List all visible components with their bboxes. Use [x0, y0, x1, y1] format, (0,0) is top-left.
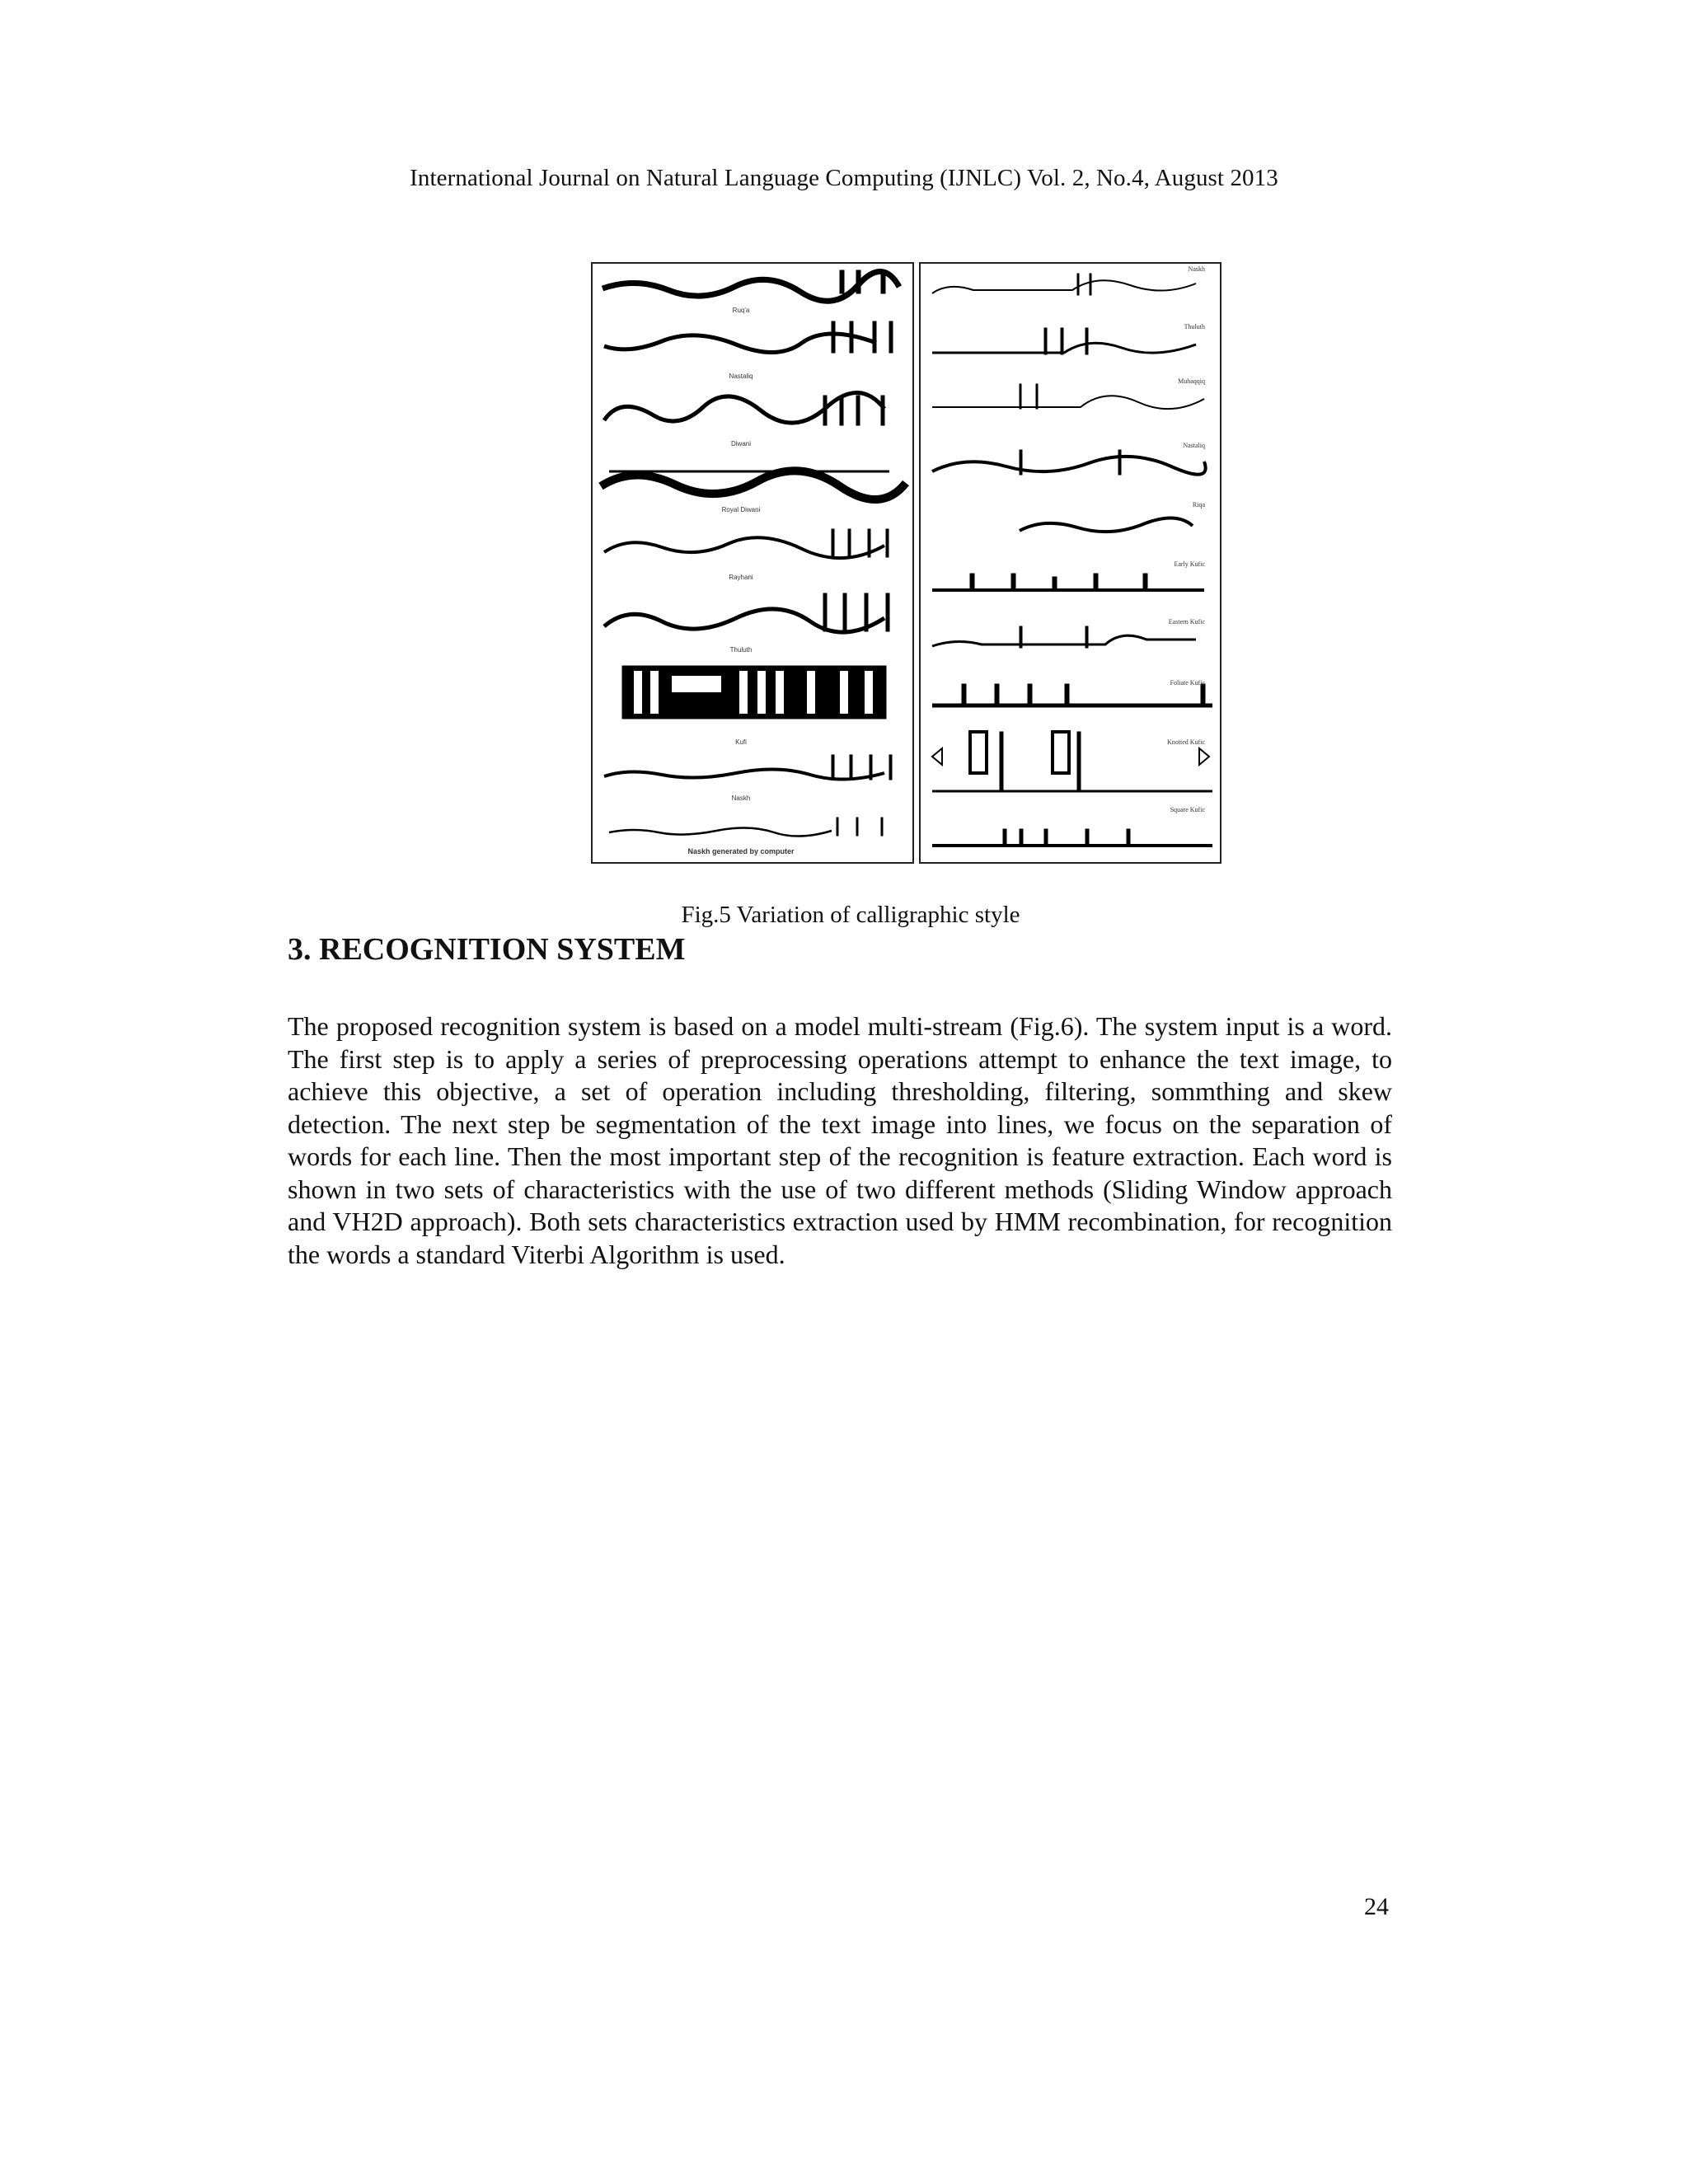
style-label-nastaliq: Nastaliq	[729, 373, 753, 380]
style-label-r-early-kufic: Early Kufic	[1174, 560, 1205, 568]
figure-panel-right	[919, 262, 1221, 864]
figure-panel-left	[591, 262, 914, 864]
style-label-diwani: Diwani	[730, 440, 752, 448]
style-label-r-knotted-kufic: Knotted Kufic	[1167, 738, 1205, 746]
section-heading	[288, 931, 686, 968]
calligraphy-samples-left	[593, 264, 912, 862]
page-number: 24	[1364, 1893, 1389, 1920]
figure-calligraphic-styles	[591, 262, 1223, 867]
figure-caption: Fig.5 Variation of calligraphic style	[681, 902, 1020, 928]
style-label-r-nastaliq: Nastaliq	[1183, 442, 1205, 449]
style-label-r-thuluth: Thuluth	[1184, 323, 1205, 330]
style-label-naskh: Naskh	[731, 794, 751, 802]
style-label-r-eastern-kufic: Eastern Kufic	[1168, 618, 1205, 626]
section-title-rest: ECOGNITION SYSTEM	[341, 932, 686, 967]
style-label-r-square-kufic: Square Kufic	[1170, 806, 1205, 813]
style-label-r-foliate-kufic: Foliate Kufic	[1170, 679, 1205, 687]
style-label-kufi: Kufi	[735, 738, 747, 746]
style-label-r-muhaqqiq: Muhaqqiq	[1178, 377, 1205, 385]
section-number: 3.	[288, 932, 312, 967]
style-label-thuluth: Thuluth	[729, 646, 753, 654]
style-label-royal-diwani: Royal Diwani	[721, 506, 761, 513]
section-title-initial: R	[319, 932, 342, 967]
style-label-rayhani: Rayhani	[729, 574, 753, 581]
style-label-naskh-computer: Naskh generated by computer	[687, 847, 795, 855]
style-label-r-naskh: Naskh	[1188, 265, 1205, 273]
running-header: International Journal on Natural Language Computing (IJNLC) Vol. 2, No.4, August 2013	[410, 165, 1278, 191]
style-label-ruqa: Ruq'a	[732, 307, 750, 314]
body-paragraph: The proposed recognition system is based on a model multi-stream (Fig.6). The system input is a word. The first step is to apply a series of preprocessing operations attempt to enhance the text image, to achieve this objective, a set of operation including thresholding, filtering, sommthing and skew detection. The next step be segmentation of the text image into lines, we focus on the separation of words for each line. Then the most important step of the recognition is feature extraction. Each word is shown in two sets of characteristics with the use of two different methods (Sliding Window approach and VH2D approach). Both sets characteristics extraction used by HMM recombination, for recognition the words a standard Viterbi Algorithm is used.	[288, 1011, 1392, 1269]
style-label-r-riqa: Riqa	[1192, 501, 1205, 509]
